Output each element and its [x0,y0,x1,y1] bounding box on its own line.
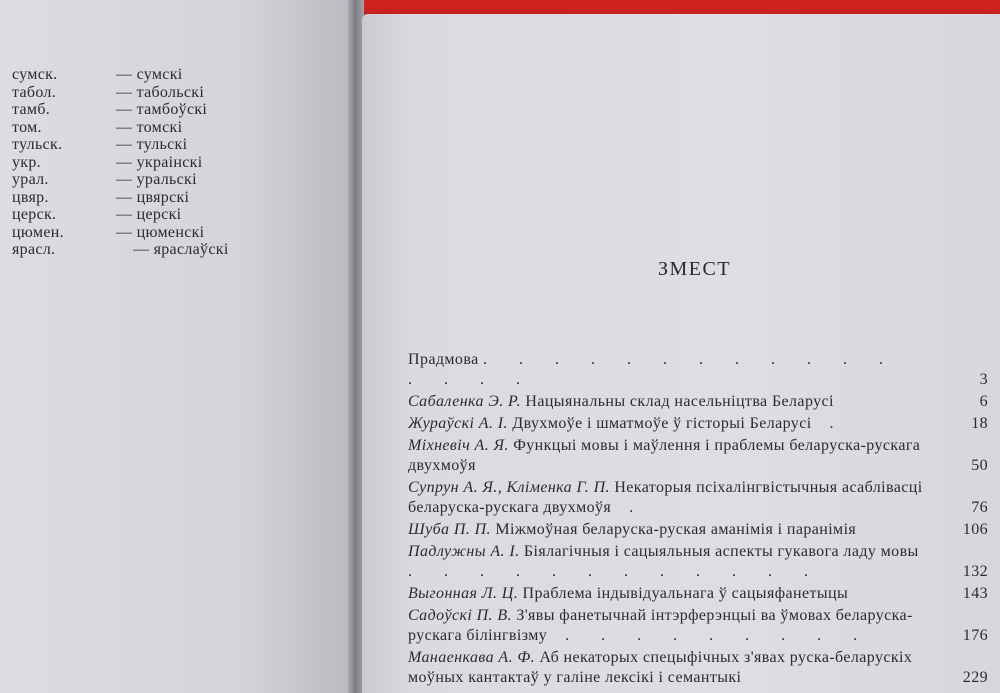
toc-entry [408,542,988,582]
toc-author: Выгонная Л. Ц. [408,585,519,602]
toc-title: Нацыянальны склад насельніцтва Беларусі [520,393,834,410]
abbreviation: табол. [12,83,57,101]
toc-leader-dots: . . . . . . . . . . . . [408,563,822,580]
abbreviation-meaning: — церскі [116,206,182,223]
contents-title: ЗМЕСТ [658,258,732,280]
abbreviation: укр. [12,153,41,171]
abbreviation: тульск. [12,136,63,153]
toc-leader-dots: . . . . . . . . . . . . . . . . [408,351,897,388]
abbreviation-meaning: — сумскі [116,66,183,83]
abbreviation: урал. [12,171,49,188]
toc-author: Манаенкава А. Ф. [408,649,536,666]
toc-entry [408,606,988,646]
toc-title: Міжмоўная беларуска-руская аманімія і паранімія [490,521,857,538]
toc-title: З'явы фанетычнай інтэрферэнцыі ва ўмовах беларуска-рускага білінгвізму [408,607,913,644]
abbreviation-list [12,66,342,259]
abbreviation-meaning: — тульскі [116,136,188,153]
toc-entry [408,478,988,518]
toc-page-number: 106 [962,521,988,538]
abbreviation-meaning: — тамбоўскі [116,101,208,118]
abbreviation-row [12,119,342,137]
abbreviation-row [12,84,342,102]
abbreviation-meaning: — цвярскі [116,188,190,206]
toc-page-number: 143 [962,585,988,602]
toc-title: Функцыі мовы і маўлення і праблемы беларуска-рускага двухмоўя [408,437,921,474]
toc-title: Аб некаторых спецыфічных з'явах руска-беларускіх моўных кантактаў у галіне лексікі і семантыкі [408,649,913,686]
abbreviation-meaning: — табольскі [116,83,205,101]
abbreviation-meaning: — украінскі [116,153,203,171]
abbreviation-meaning: — томскі [116,118,183,136]
toc-author: Сабаленка Э. Р. [408,393,521,410]
toc-title: Прадмова [408,351,479,368]
toc-entry [408,414,988,434]
toc-author: Шуба П. П. [408,521,491,538]
abbreviation-row [12,136,342,154]
abbreviation: церск. [12,206,57,223]
toc-title: Некаторыя псіхалінгвістычныя асаблівасці беларуска-рускага двухмоўя [408,479,923,516]
abbreviation-meaning: — яраслаўскі [133,241,229,258]
toc-entry [408,436,988,476]
toc-author: Міхневіч А. Я. [408,437,509,454]
abbreviation: цюмен. [12,223,64,241]
toc-page-number: 3 [979,371,988,388]
toc-author: Падлужны А. І. [408,543,520,560]
toc-author: Жураўскі А. І. [408,415,508,432]
toc-leader-dots: . [611,499,648,516]
abbreviation-meaning: — цюменскі [116,223,205,241]
toc-entry [408,392,988,412]
abbreviation-row [12,66,342,84]
abbreviation-row [12,189,342,207]
abbreviation: том. [12,118,42,136]
abbreviation: ярасл. [12,241,56,258]
toc-page-number: 6 [979,393,988,410]
abbreviation-row [12,101,342,119]
toc-page-number: 76 [971,499,988,516]
abbreviation: цвяр. [12,188,49,206]
toc-leader-dots: . [811,415,848,432]
abbreviation: тамб. [12,101,51,118]
toc-title: Праблема індывідуальнага ў сацыяфанетыцы [518,585,849,602]
toc-entry [408,350,988,390]
toc-entry [408,584,988,604]
abbreviation-meaning: — уральскі [116,171,197,188]
abbreviation-row [12,154,342,172]
toc-page-number: 176 [962,627,988,644]
abbreviation: сумск. [12,66,58,83]
toc-title: Двухмоўе і шматмоўе ў гісторыі Беларусі [507,415,812,432]
toc-page-number: 229 [962,669,988,686]
abbreviation-row [12,171,342,189]
toc-page-number: 132 [962,563,988,580]
abbreviation-row [12,224,342,242]
abbreviation-row [12,241,342,259]
toc-entry [408,648,988,688]
toc-title: Біялагічныя і сацыяльныя аспекты гукавога ладу мовы [519,543,919,560]
toc-page-number: 18 [971,415,988,432]
abbreviation-row [12,206,342,224]
toc-page-number: 50 [971,457,988,474]
toc-entry [408,520,988,540]
toc-author: Супрун А. Я., Кліменка Г. П. [408,479,610,496]
table-of-contents [408,350,988,690]
toc-author: Садоўскі П. В. [408,607,512,624]
toc-leader-dots: . . . . . . . . . [547,627,872,644]
